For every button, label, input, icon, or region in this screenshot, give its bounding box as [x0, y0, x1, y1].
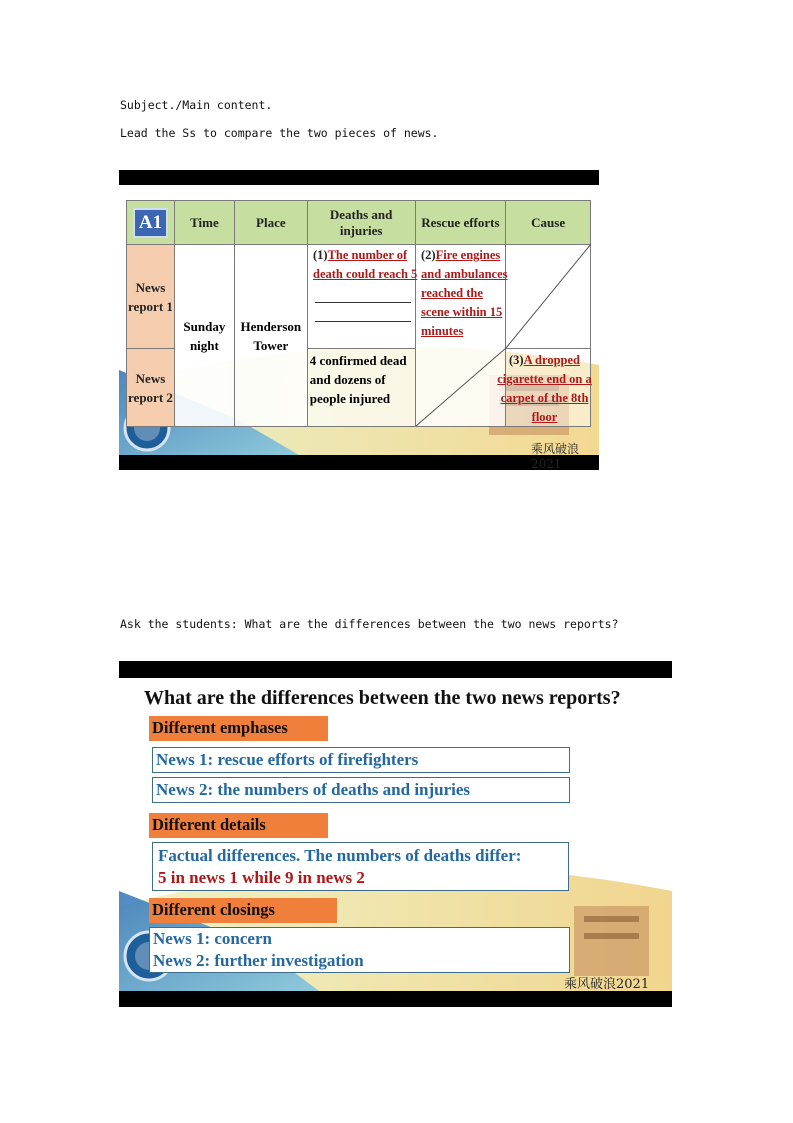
deaths-answer-text: The number of death could reach 5: [313, 248, 418, 281]
closing-news1: News 1: concern: [153, 929, 272, 948]
time-cell: Sunday night: [174, 245, 234, 427]
blank-line: [315, 303, 411, 322]
label-different-emphases: Different emphases: [149, 716, 328, 741]
intro-subject: Subject./Main content.: [120, 98, 273, 112]
header-time: Time: [174, 201, 234, 245]
cause-answer-text: A dropped cigarette end on a carpet of the 8th floor: [497, 353, 592, 424]
cause-answer: [497, 351, 592, 427]
ask-line: Ask the students: What are the differences between the two news reports?: [120, 617, 619, 631]
rescue-answer-text: Fire engines and ambulances reached the scene within 15 minutes: [421, 248, 508, 338]
closing-news2: News 2: further investigation: [153, 951, 364, 970]
slide-question-title: What are the differences between the two news reports?: [144, 687, 621, 709]
rescue-answer: [421, 246, 509, 341]
box-details: [152, 842, 569, 891]
badge-a1: A1: [133, 208, 168, 238]
rescue-num: (2): [421, 248, 436, 262]
box-closings: [149, 927, 570, 973]
box-news2-emphasis: News 2: the numbers of deaths and injuries: [152, 777, 570, 803]
row-label-report-2: News report 2: [127, 349, 175, 427]
place-cell: Henderson Tower: [234, 245, 307, 427]
cause-num: (3): [509, 353, 524, 367]
slide-brand-mark: 乘风破浪2021: [564, 977, 650, 992]
slide-bottom-bar: [119, 991, 672, 1007]
header-place: Place: [234, 201, 307, 245]
header-deaths: Deaths and injuries: [307, 201, 415, 245]
deaths-r2-cell: 4 confirmed dead and dozens of people injured: [307, 349, 415, 427]
slide-brand-mark: 乘风破浪2021: [531, 442, 580, 470]
deaths-num: (1): [313, 248, 328, 262]
box-news1-emphasis: News 1: rescue efforts of firefighters: [152, 747, 570, 773]
label-different-details: Different details: [149, 813, 328, 838]
slide-differences: [119, 661, 672, 1007]
deaths-answer: [313, 246, 419, 322]
details-red-text: 5 in news 1 while 9 in news 2: [158, 868, 365, 887]
blank-line: [315, 284, 411, 303]
header-rescue: Rescue efforts: [415, 201, 506, 245]
details-blue-text: Factual differences. The numbers of deaths differ:: [158, 846, 522, 865]
row-label-report-1: News report 1: [127, 245, 175, 349]
label-different-closings: Different closings: [149, 898, 337, 923]
slide-comparison-table: [119, 170, 599, 470]
intro-instruction: Lead the Ss to compare the two pieces of news.: [120, 126, 439, 140]
header-cause: Cause: [506, 201, 591, 245]
